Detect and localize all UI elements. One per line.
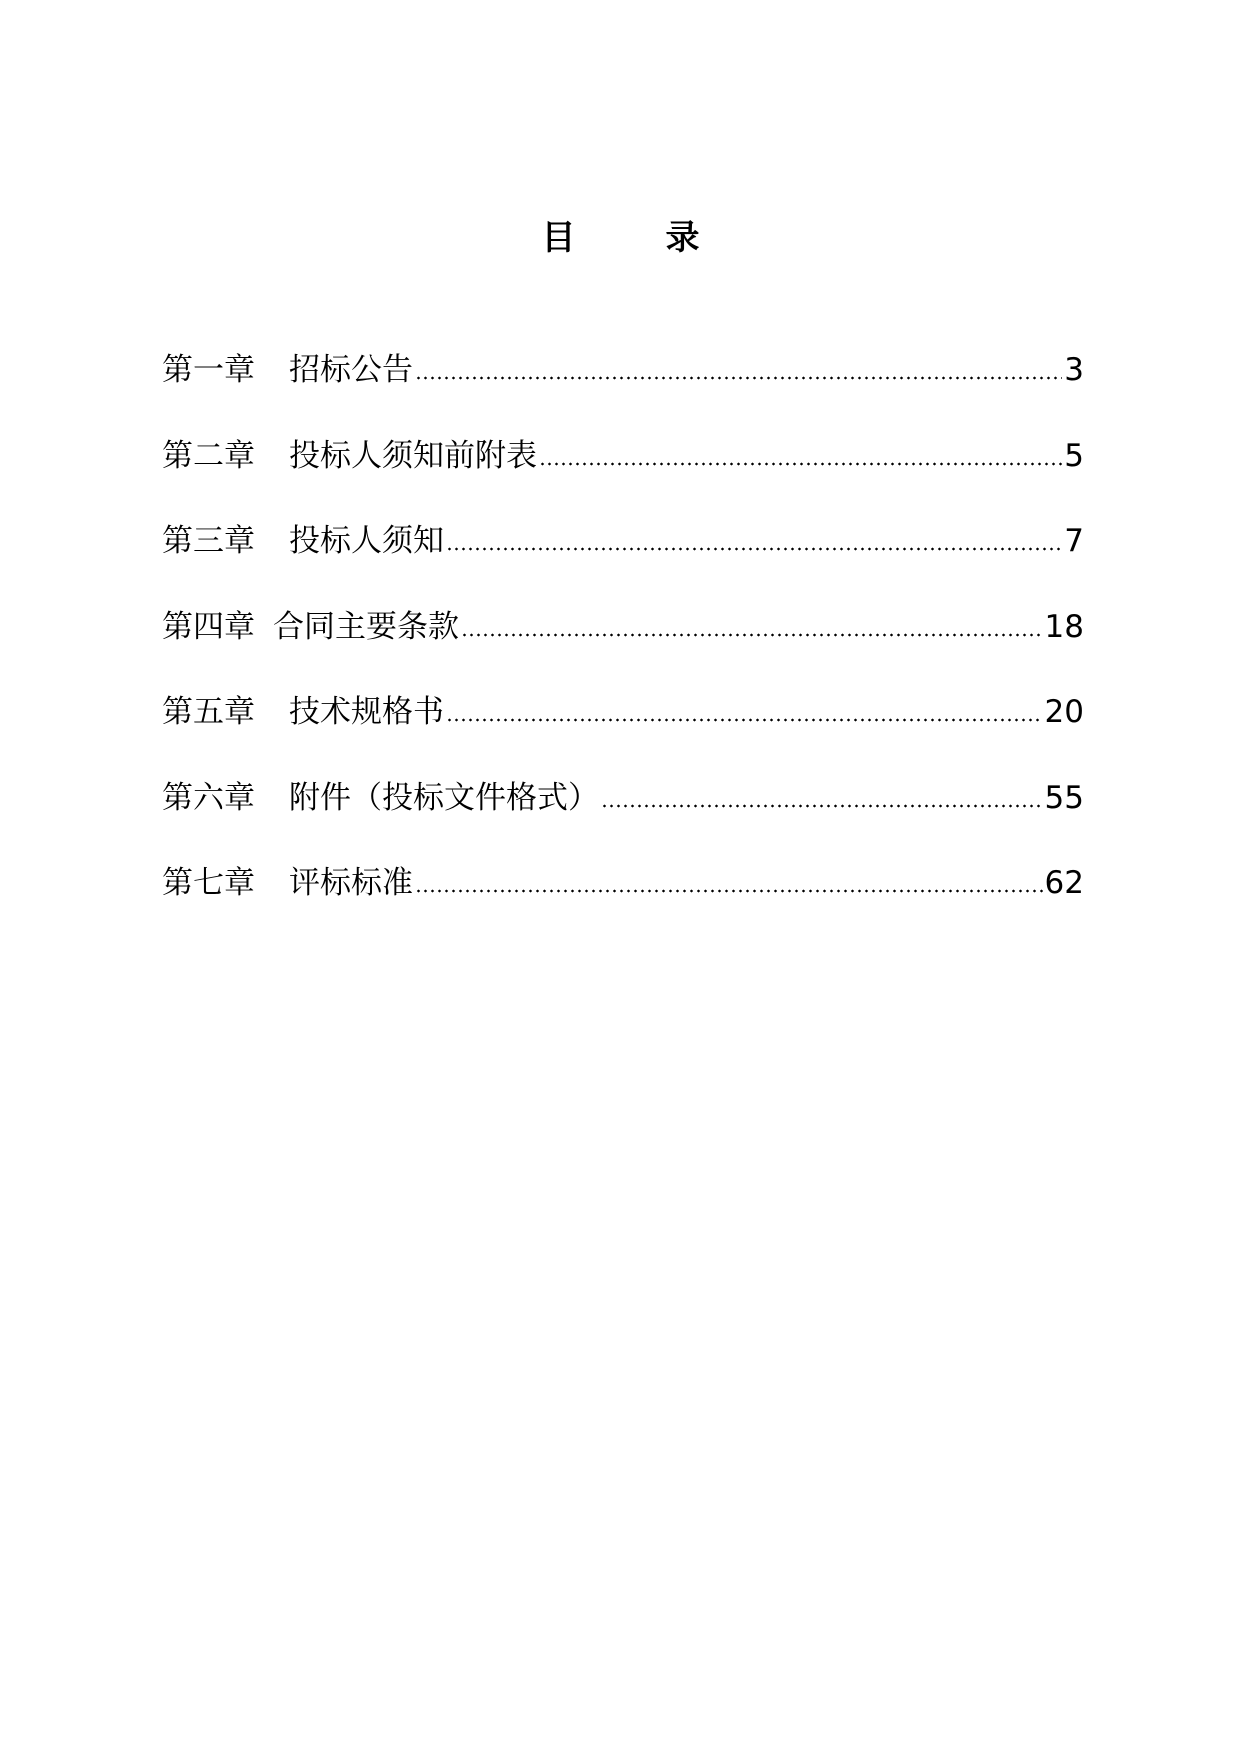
- toc-page-number: 20: [1044, 694, 1084, 730]
- toc-entry-chapter-7[interactable]: [162, 863, 1084, 949]
- toc-page-number: 55: [1044, 779, 1084, 816]
- toc-title: 目 录: [541, 218, 728, 258]
- toc-chapter-label: 第五章: [162, 694, 255, 730]
- toc-chapter-name: 投标人须知前附表: [289, 437, 537, 474]
- toc-page-number: 5: [1064, 437, 1084, 474]
- toc-dot-leader: [415, 889, 1043, 893]
- toc-chapter-name: 合同主要条款: [273, 608, 459, 645]
- toc-dot-leader: [539, 462, 1062, 466]
- toc-dot-leader: [601, 804, 1043, 808]
- toc-page-number: 62: [1044, 865, 1084, 901]
- toc-chapter-label: 第六章: [162, 779, 255, 816]
- toc-dot-leader: [415, 376, 1062, 380]
- toc-chapter-name: 投标人须知: [289, 523, 444, 559]
- toc-chapter-label: 第三章: [162, 523, 255, 559]
- toc-page-number: 7: [1064, 523, 1084, 559]
- toc-list: [162, 350, 1084, 949]
- toc-chapter-name: 技术规格书: [289, 694, 444, 730]
- toc-entry-chapter-3[interactable]: [162, 521, 1084, 607]
- toc-page-number: 3: [1064, 352, 1084, 388]
- toc-page-number: 18: [1044, 608, 1084, 645]
- toc-entry-chapter-1[interactable]: [162, 350, 1084, 436]
- toc-chapter-label: 第四章: [162, 608, 255, 645]
- toc-dot-leader: [446, 547, 1062, 551]
- toc-chapter-label: 第二章: [162, 437, 255, 474]
- toc-dot-leader: [461, 633, 1043, 637]
- toc-chapter-name: 招标公告: [289, 352, 413, 388]
- toc-entry-chapter-6[interactable]: [162, 778, 1084, 864]
- toc-entry-chapter-5[interactable]: [162, 692, 1084, 778]
- toc-chapter-name: 附件（投标文件格式）: [289, 779, 599, 816]
- toc-chapter-name: 评标标准: [289, 865, 413, 901]
- toc-dot-leader: [446, 718, 1043, 722]
- toc-entry-chapter-2[interactable]: [162, 436, 1084, 522]
- toc-entry-chapter-4[interactable]: [162, 607, 1084, 693]
- toc-chapter-label: 第一章: [162, 352, 255, 388]
- toc-chapter-label: 第七章: [162, 865, 255, 901]
